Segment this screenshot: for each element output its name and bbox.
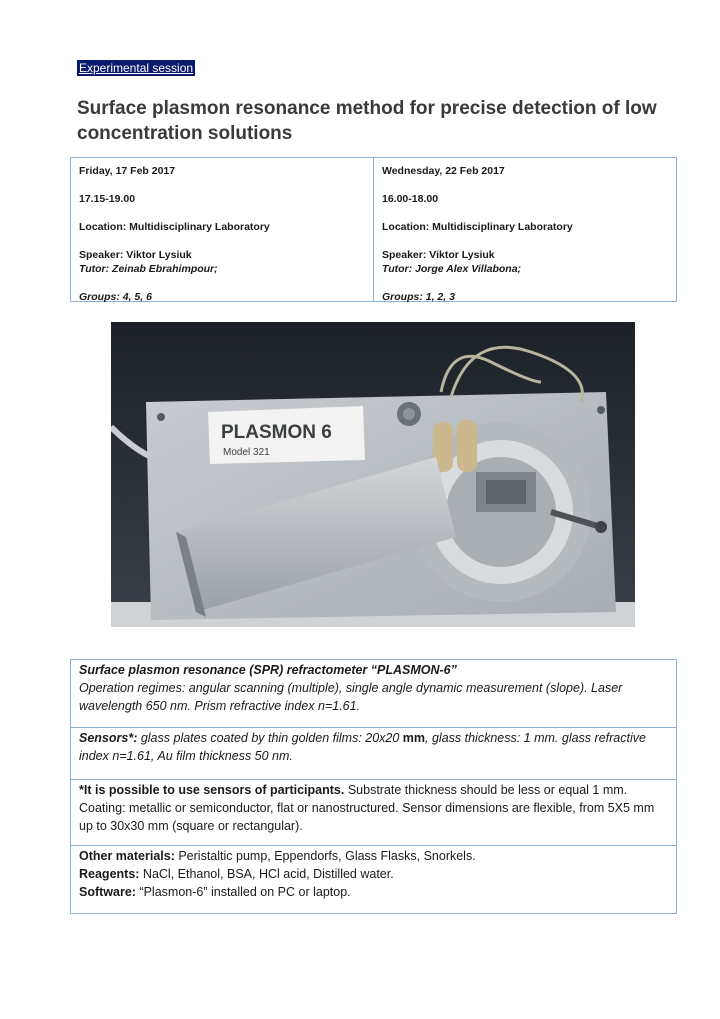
session-tag: Experimental session (79, 61, 194, 75)
device-description: Operation regimes: angular scanning (multiple), single angle dynamic measurement (slope). Laser wavelength 650 nm. Prism refractive index n=1.61. (79, 681, 623, 713)
participants-text: Substrate thickness should be less or equal 1 mm. Coating: metallic or semiconductor, flat or nanostructured. Sensor dimensions are flexible, from 5X5 mm up to 30x30 mm (square or rectangular). (79, 783, 655, 833)
session-date: Wednesday, 22 Feb 2017 (382, 165, 505, 177)
participants-section (71, 780, 676, 846)
session-location: Location: Multidisciplinary Laboratory (382, 221, 573, 233)
reagents-text: NaCl, Ethanol, BSA, HCl acid, Distilled water. (139, 867, 394, 881)
participants-label: *It is possible to use sensors of participants. (79, 783, 345, 797)
session-speaker: Speaker: Viktor Lysiuk (79, 249, 192, 261)
sensors-mm: mm (402, 731, 426, 745)
session-date: Friday, 17 Feb 2017 (79, 165, 176, 177)
device-section (71, 660, 676, 728)
device-label-main: PLASMON 6 (221, 422, 332, 443)
software-label: Software: (79, 885, 136, 899)
session-groups: Groups: 4, 5, 6 (79, 291, 152, 303)
materials-text: Peristaltic pump, Eppendorfs, Glass Flasks, Snorkels. (174, 849, 476, 863)
sensors-text-b: , glass thickness: 1 mm. glass refractive index n=1.61, Au film thickness 50 nm. (79, 731, 646, 763)
session-column-1 (71, 158, 373, 301)
materials-label: Other materials: (79, 849, 175, 863)
page-title: Surface plasmon resonance method for precise detection of low concentration solutions (77, 98, 657, 144)
sensors-label: Sensors*: (79, 731, 138, 745)
materials-section (71, 846, 676, 913)
device-label (208, 406, 365, 464)
session-column-2 (373, 158, 676, 301)
info-table (70, 659, 677, 914)
device-title: Surface plasmon resonance (SPR) refractometer “PLASMON-6” (79, 663, 457, 677)
schedule-table (70, 157, 677, 302)
session-tutor: Tutor: Jorge Alex Villabona; (382, 263, 522, 275)
session-groups: Groups: 1, 2, 3 (382, 291, 455, 303)
plasmon-device-illustration (111, 322, 635, 627)
software-text: “Plasmon-6” installed on PC or laptop. (135, 885, 351, 899)
reagents-label: Reagents: (79, 867, 140, 881)
session-time: 16.00-18.00 (382, 193, 439, 205)
device-label-sub: Model 321 (223, 447, 270, 458)
sensors-section (71, 728, 676, 780)
session-tutor: Tutor: Zeinab Ebrahimpour; (79, 263, 218, 275)
session-time: 17.15-19.00 (79, 193, 136, 205)
sensors-text-a: glass plates coated by thin golden films: 20x20 (137, 731, 403, 745)
device-photo (111, 322, 635, 627)
session-location: Location: Multidisciplinary Laboratory (79, 221, 270, 233)
session-speaker: Speaker: Viktor Lysiuk (382, 249, 495, 261)
